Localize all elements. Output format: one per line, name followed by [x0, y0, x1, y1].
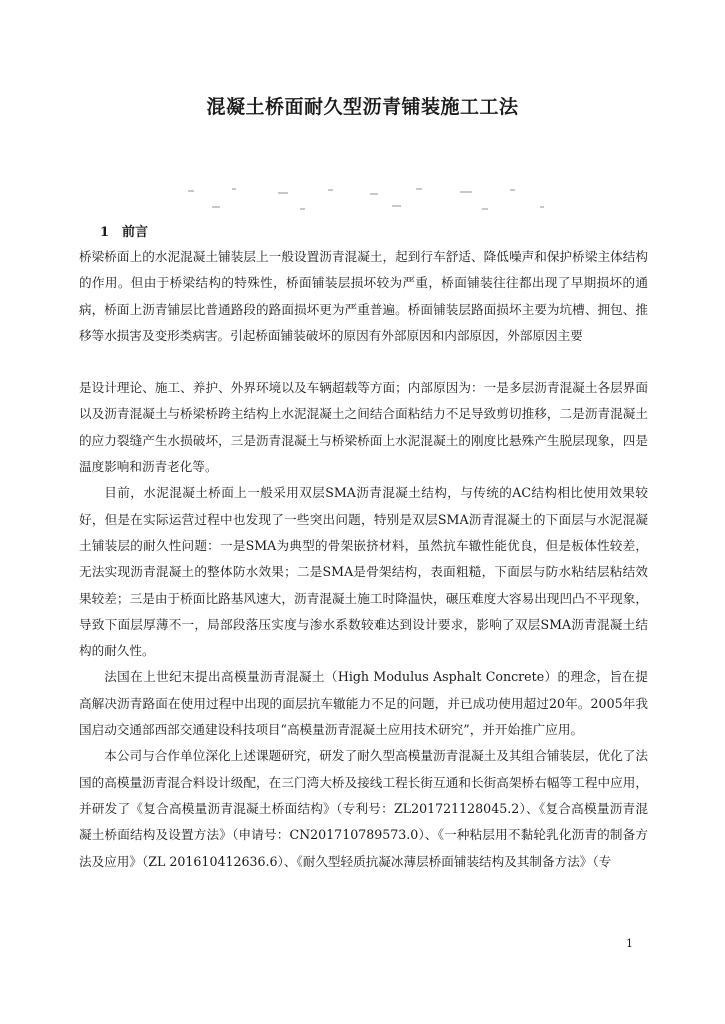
body-text: [79, 244, 648, 875]
paragraph: 是设计理论、施工、养护、外界环境以及车辆超载等方面；内部原因为：一是多层沥青混凝土各层界面以及沥青混凝土与桥梁桥跨主结构上水泥混凝土之间结合面粘结力不足导致剪切推移，二是沥青混凝土的应力裂缝产生水损破坏，三是沥青混凝土与桥梁桥面上水泥混凝土的刚度比悬殊产生脱层现象，四是温度影响和沥青老化等。: [79, 380, 648, 475]
section-heading: 1 前言: [100, 225, 149, 240]
scan-gap: [79, 349, 648, 375]
page-number: 1: [626, 937, 633, 950]
scan-artifact: [160, 184, 560, 214]
paragraph: 本公司与合作单位深化上述课题研究，研发了耐久型高模量沥青混凝土及其组合铺装层，优化了法国的高模量沥青混合料设计级配，在三门湾大桥及接线工程长街互通和长街高架桥右幅等工程中应用，并研发了《复合高模量沥青混凝土桥面结构》（专利号：ZL201721128045.2）、《复合高模量沥青混凝土桥面结构及设置方法》（申请号：CN201710789573.0）、《一种粘层用不黏轮乳化沥青的制备方法及应用》（ZL 201610412636.6）、《耐久型轻质抗凝冰薄层桥面铺装结构及其制备方法》（专: [79, 748, 648, 869]
paragraph: 桥梁桥面上的水泥混凝土铺装层上一般设置沥青混凝土，起到行车舒适、降低噪声和保护桥梁主体结构的作用。但由于桥梁结构的特殊性，桥面铺装层损坏较为严重，桥面铺装往往都出现了早期损坏的通病，桥面上沥青铺层比普通路段的路面损坏更为严重普遍。桥面铺装层路面损坏主要为坑槽、拥包、推移等水损害及变形类病害。引起桥面铺装破坏的原因有外部原因和内部原因，外部原因主要: [79, 249, 648, 343]
paragraph: 法国在上世纪末提出高模量沥青混凝土（High Modulus Asphalt Concrete）的理念，旨在提高解决沥青路面在使用过程中出现的面层抗车辙能力不足的问题，并已成功使用超过20年。2005年我国启动交通部西部交通建设科技项目“高模量沥青混凝土应用技术研究”，并开始推广应用。: [79, 669, 648, 738]
document-title: 混凝土桥面耐久型沥青铺装施工工法: [206, 96, 519, 118]
paragraph: 目前，水泥混凝土桥面上一般采用双层SMA沥青混凝土结构，与传统的AC结构相比使用效果较好，但是在实际运营过程中也发现了一些突出问题，特别是双层SMA沥青混凝土的下面层与水泥混凝土铺装层的耐久性问题：一是SMA为典型的骨架嵌挤材料，虽然抗车辙性能优良，但是板体性较差，无法实现沥青混凝土的整体防水效果；二是SMA是骨架结构，表面粗糙，下面层与防水粘结层粘结效果较差；三是由于桥面比路基风速大，沥青混凝土施工时降温快，碾压难度大容易出现凹凸不平现象，导致下面层厚薄不一，局部段落压实度与渗水系数较难达到设计要求，影响了双层SMA沥青混凝土结构的耐久性。: [79, 485, 648, 659]
